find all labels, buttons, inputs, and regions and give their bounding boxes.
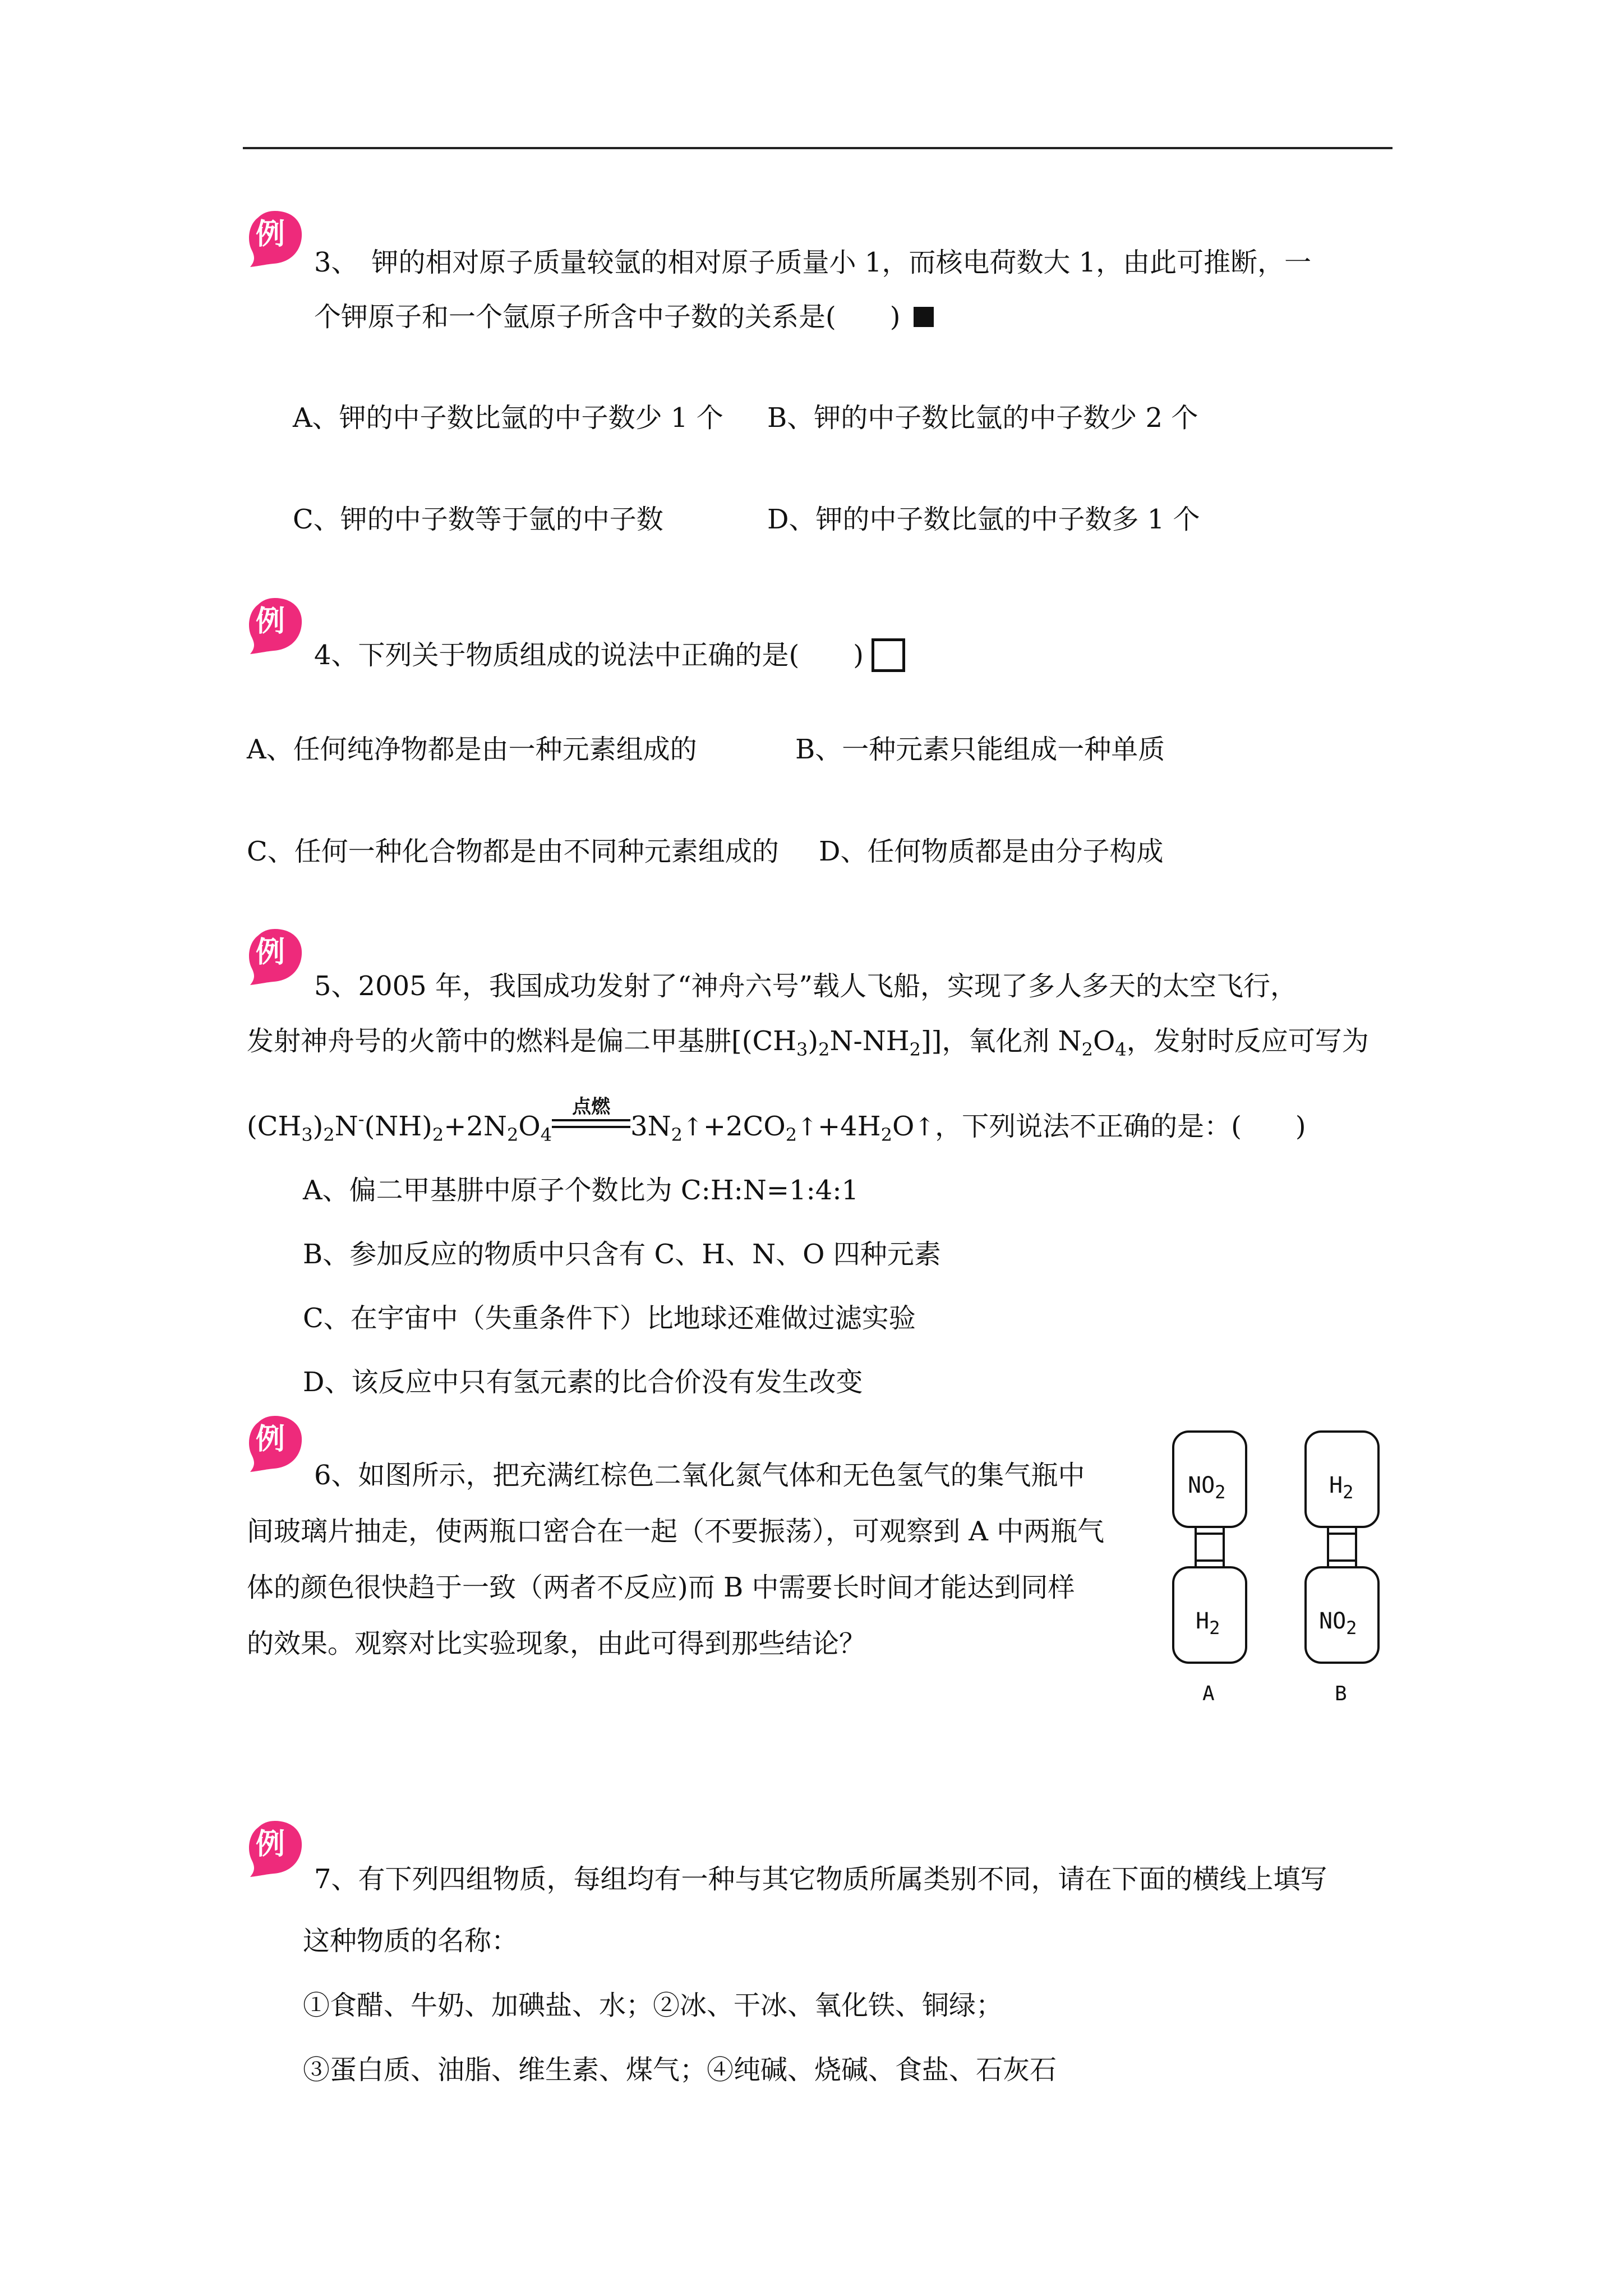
arrow-up-icon: ↑ [797, 1113, 818, 1142]
reaction-condition: 点燃 [552, 1102, 630, 1136]
example-badge-icon [245, 595, 305, 655]
example-badge-icon [245, 1818, 305, 1878]
q5-option-d: D、该反应中只有氢元素的比合价没有发生改变 [303, 1366, 863, 1398]
q7-group-line2: ③蛋白质、油脂、维生素、煤气；④纯碱、烧碱、食盐、石灰石 [303, 2054, 1057, 2086]
badge-char: 例 [256, 605, 285, 638]
filled-square-icon [914, 307, 934, 327]
jar-b-bottom-label: $NO_2$ [1319, 1608, 1357, 1639]
q4-option-b: B、一种元素只能组成一种单质 [795, 734, 1165, 765]
example-badge-icon [245, 1412, 305, 1473]
q7-group-line1: ①食醋、牛奶、加碘盐、水；②冰、干冰、氧化铁、铜绿； [303, 1990, 1003, 2021]
badge-char: 例 [256, 1828, 285, 1861]
badge-char: 例 [256, 936, 285, 969]
q5-equation: $(CH_3)_2N^-(NH)_2+2N_2O_4$ 点燃 $3N_2↑+2CO_2↑+4H_2O↑$，下列说法不正确的是：( ) [247, 1096, 1306, 1145]
q3-stem-line1: 3、 钾的相对原子质量较氩的相对原子质量小 1，而核电荷数大 1，由此可推断，一 [314, 247, 1312, 278]
figure-label-b: B [1335, 1682, 1347, 1705]
q5-option-c: C、在宇宙中（失重条件下）比地球还难做过滤实验 [303, 1303, 916, 1334]
jar-a-top-label: $NO_2$ [1188, 1473, 1226, 1503]
q6-stem-line2: 间玻璃片抽走，使两瓶口密合在一起（不要振荡），可观察到 A 中两瓶气 [247, 1516, 1105, 1547]
badge-char: 例 [256, 218, 285, 251]
q3-option-b: B、钾的中子数比氩的中子数少 2 个 [767, 402, 1198, 434]
figure-label-a: A [1202, 1682, 1215, 1705]
q3-stem-line2: 个钾原子和一个氩原子所含中子数的关系是( ) [314, 300, 934, 334]
q5-option-b: B、参加反应的物质中只含有 C、H、N、O 四种元素 [303, 1239, 941, 1270]
badge-char: 例 [256, 1423, 285, 1456]
q4-option-c: C、任何一种化合物都是由不同种元素组成的 [247, 836, 779, 867]
jar-b-top-label: $H_2$ [1329, 1473, 1354, 1503]
q6-stem-line4: 的效果。观察对比实验现象，由此可得到那些结论？ [247, 1628, 866, 1659]
q5-stem-line2: 发射神舟号的火箭中的燃料是偏二甲基肼$[(CH_3)_2N-NH_2]$]，氧化剂 $N_2O_4$，发射时反应可写为 [247, 1025, 1369, 1060]
q5-option-a: A、偏二甲基肼中原子个数比为 C:H:N=1:4:1 [303, 1175, 859, 1206]
arrow-up-icon: ↑ [683, 1113, 703, 1142]
empty-square-icon [872, 638, 905, 672]
jar-a-bottom-label: $H_2$ [1196, 1608, 1220, 1639]
header-rule [243, 147, 1393, 149]
q5-stem-line1: 5、2005 年，我国成功发射了“神舟六号”载人飞船，实现了多人多天的太空飞行， [314, 970, 1298, 1002]
gas-jar-figure [1166, 1425, 1402, 1717]
arrow-up-icon: ↑ [914, 1113, 935, 1142]
q7-stem-line2: 这种物质的名称： [303, 1925, 519, 1957]
q4-option-d: D、任何物质都是由分子构成 [819, 836, 1164, 867]
example-badge-icon [245, 926, 305, 986]
q6-stem-line3: 体的颜色很快趋于一致（两者不反应)而 B 中需要长时间才能达到同样 [247, 1572, 1075, 1603]
q4-option-a: A、任何纯净物都是由一种元素组成的 [247, 734, 697, 765]
q3-option-c: C、钾的中子数等于氩的中子数 [293, 504, 663, 535]
q3-option-d: D、钾的中子数比氩的中子数多 1 个 [767, 504, 1200, 535]
q7-stem-line1: 7、有下列四组物质，每组均有一种与其它物质所属类别不同，请在下面的横线上填写 [314, 1864, 1327, 1895]
q4-stem: 4、下列关于物质组成的说法中正确的是( ) [314, 638, 905, 672]
q6-stem-line1: 6、如图所示，把充满红棕色二氧化氮气体和无色氢气的集气瓶中 [314, 1460, 1085, 1491]
example-badge-icon [245, 208, 305, 268]
q3-option-a: A、钾的中子数比氩的中子数少 1 个 [293, 402, 723, 434]
